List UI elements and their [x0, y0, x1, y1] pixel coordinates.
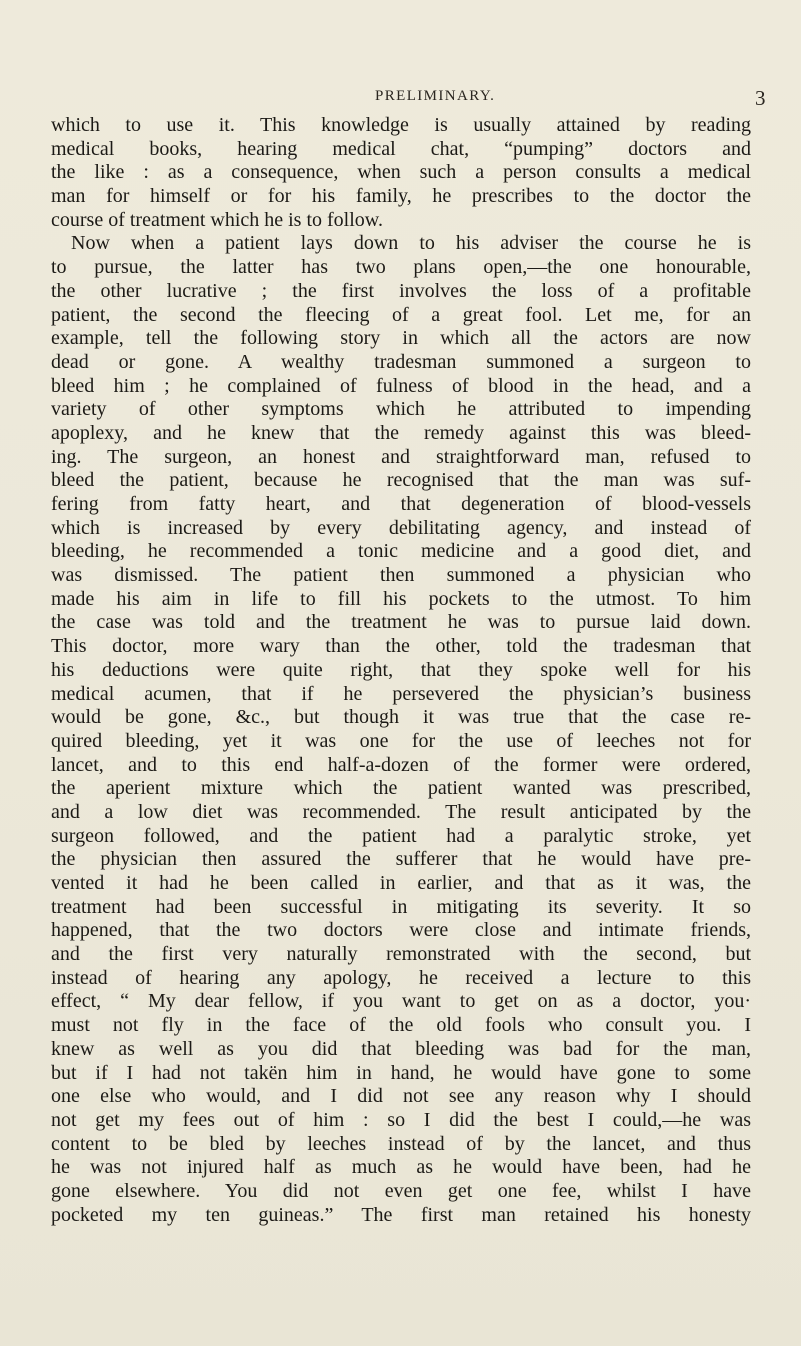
text-line: instead of hearing any apology, he received a lecture to this	[51, 966, 751, 989]
text-line: one else who would, and I did not see any reason why I should	[51, 1085, 751, 1108]
text-line: Now when a patient lays down to his adviser the course he is	[71, 232, 751, 255]
text-line: bleed him ; he complained of fulness of blood in the head, and a	[51, 374, 751, 397]
text-line: not get my fees out of him : so I did the best I could,—he was	[51, 1108, 751, 1131]
text-line: apoplexy, and he knew that the remedy against this was bleed-	[51, 421, 751, 444]
text-line: lancet, and to this end half-a-dozen of the former were ordered,	[51, 753, 751, 776]
text-line: the aperient mixture which the patient wanted was prescribed,	[51, 777, 751, 800]
text-line: This doctor, more wary than the other, told the tradesman that	[51, 635, 751, 658]
text-line: surgeon followed, and the patient had a paralytic stroke, yet	[51, 824, 751, 847]
text-line: the like : as a consequence, when such a person consults a medical	[51, 161, 751, 184]
text-line: he was not injured half as much as he would have been, had he	[51, 1156, 751, 1179]
text-line: bleed the patient, because he recognised that the man was suf-	[51, 469, 751, 492]
text-line: to pursue, the latter has two plans open,—the one honourable,	[51, 256, 751, 279]
text-line: but if I had not takën him in hand, he would have gone to some	[51, 1061, 751, 1084]
text-line: medical books, hearing medical chat, “pumping” doctors and	[51, 137, 751, 160]
text-line: ing. The surgeon, an honest and straightforward man, refused to	[51, 445, 751, 468]
text-line: course of treatment which he is to follow.	[51, 208, 383, 231]
text-line: would be gone, &c., but though it was true that the case re-	[51, 706, 751, 729]
text-line: happened, that the two doctors were close and intimate friends,	[51, 919, 751, 942]
text-line: man for himself or for his family, he prescribes to the doctor the	[51, 185, 751, 208]
text-line: pocketed my ten guineas.” The first man retained his honesty	[51, 1203, 751, 1226]
running-head	[0, 86, 801, 108]
text-line: gone elsewhere. You did not even get one fee, whilst I have	[51, 1179, 751, 1202]
body-text	[51, 114, 751, 1227]
text-line: dead or gone. A wealthy tradesman summoned a surgeon to	[51, 350, 751, 373]
text-line: fering from fatty heart, and that degeneration of blood-vessels	[51, 493, 751, 515]
text-line: must not fly in the face of the old fools who consult you. I	[51, 1014, 751, 1037]
text-line: which to use it. This knowledge is usually attained by reading	[51, 114, 751, 136]
text-line: and a low diet was recommended. The result anticipated by the	[51, 800, 751, 823]
text-line: made his aim in life to fill his pockets to the utmost. To him	[51, 587, 751, 610]
text-line: variety of other symptoms which he attributed to impending	[51, 398, 751, 421]
text-line: content to be bled by leeches instead of by the lancet, and thus	[51, 1132, 751, 1155]
text-line: patient, the second the fleecing of a great fool. Let me, for an	[51, 303, 751, 326]
text-line: treatment had been successful in mitigating its severity. It so	[51, 895, 751, 918]
text-line: the case was told and the treatment he was to pursue laid down.	[51, 611, 751, 634]
text-line: vented it had he been called in earlier, and that as it was, the	[51, 872, 751, 894]
text-line: the other lucrative ; the first involves the loss of a profitable	[51, 279, 751, 302]
text-line: quired bleeding, yet it was one for the use of leeches not for	[51, 729, 751, 752]
text-line: his deductions were quite right, that they spoke well for his	[51, 658, 751, 681]
running-head-title: PRELIMINARY.	[375, 88, 496, 104]
text-line: bleeding, he recommended a tonic medicine and a good diet, and	[51, 540, 751, 563]
text-line: was dismissed. The patient then summoned a physician who	[51, 564, 751, 587]
text-line: effect, “ My dear fellow, if you want to get on as a doctor, you·	[51, 990, 751, 1013]
text-line: the physician then assured the sufferer that he would have pre-	[51, 848, 751, 871]
page-number: 3	[755, 86, 766, 110]
text-line: and the first very naturally remonstrated with the second, but	[51, 943, 751, 966]
text-line: medical acumen, that if he persevered the physician’s business	[51, 682, 751, 705]
text-line: knew as well as you did that bleeding was bad for the man,	[51, 1037, 751, 1060]
text-line: which is increased by every debilitating agency, and instead of	[51, 516, 751, 539]
text-line: example, tell the following story in which all the actors are now	[51, 327, 751, 350]
